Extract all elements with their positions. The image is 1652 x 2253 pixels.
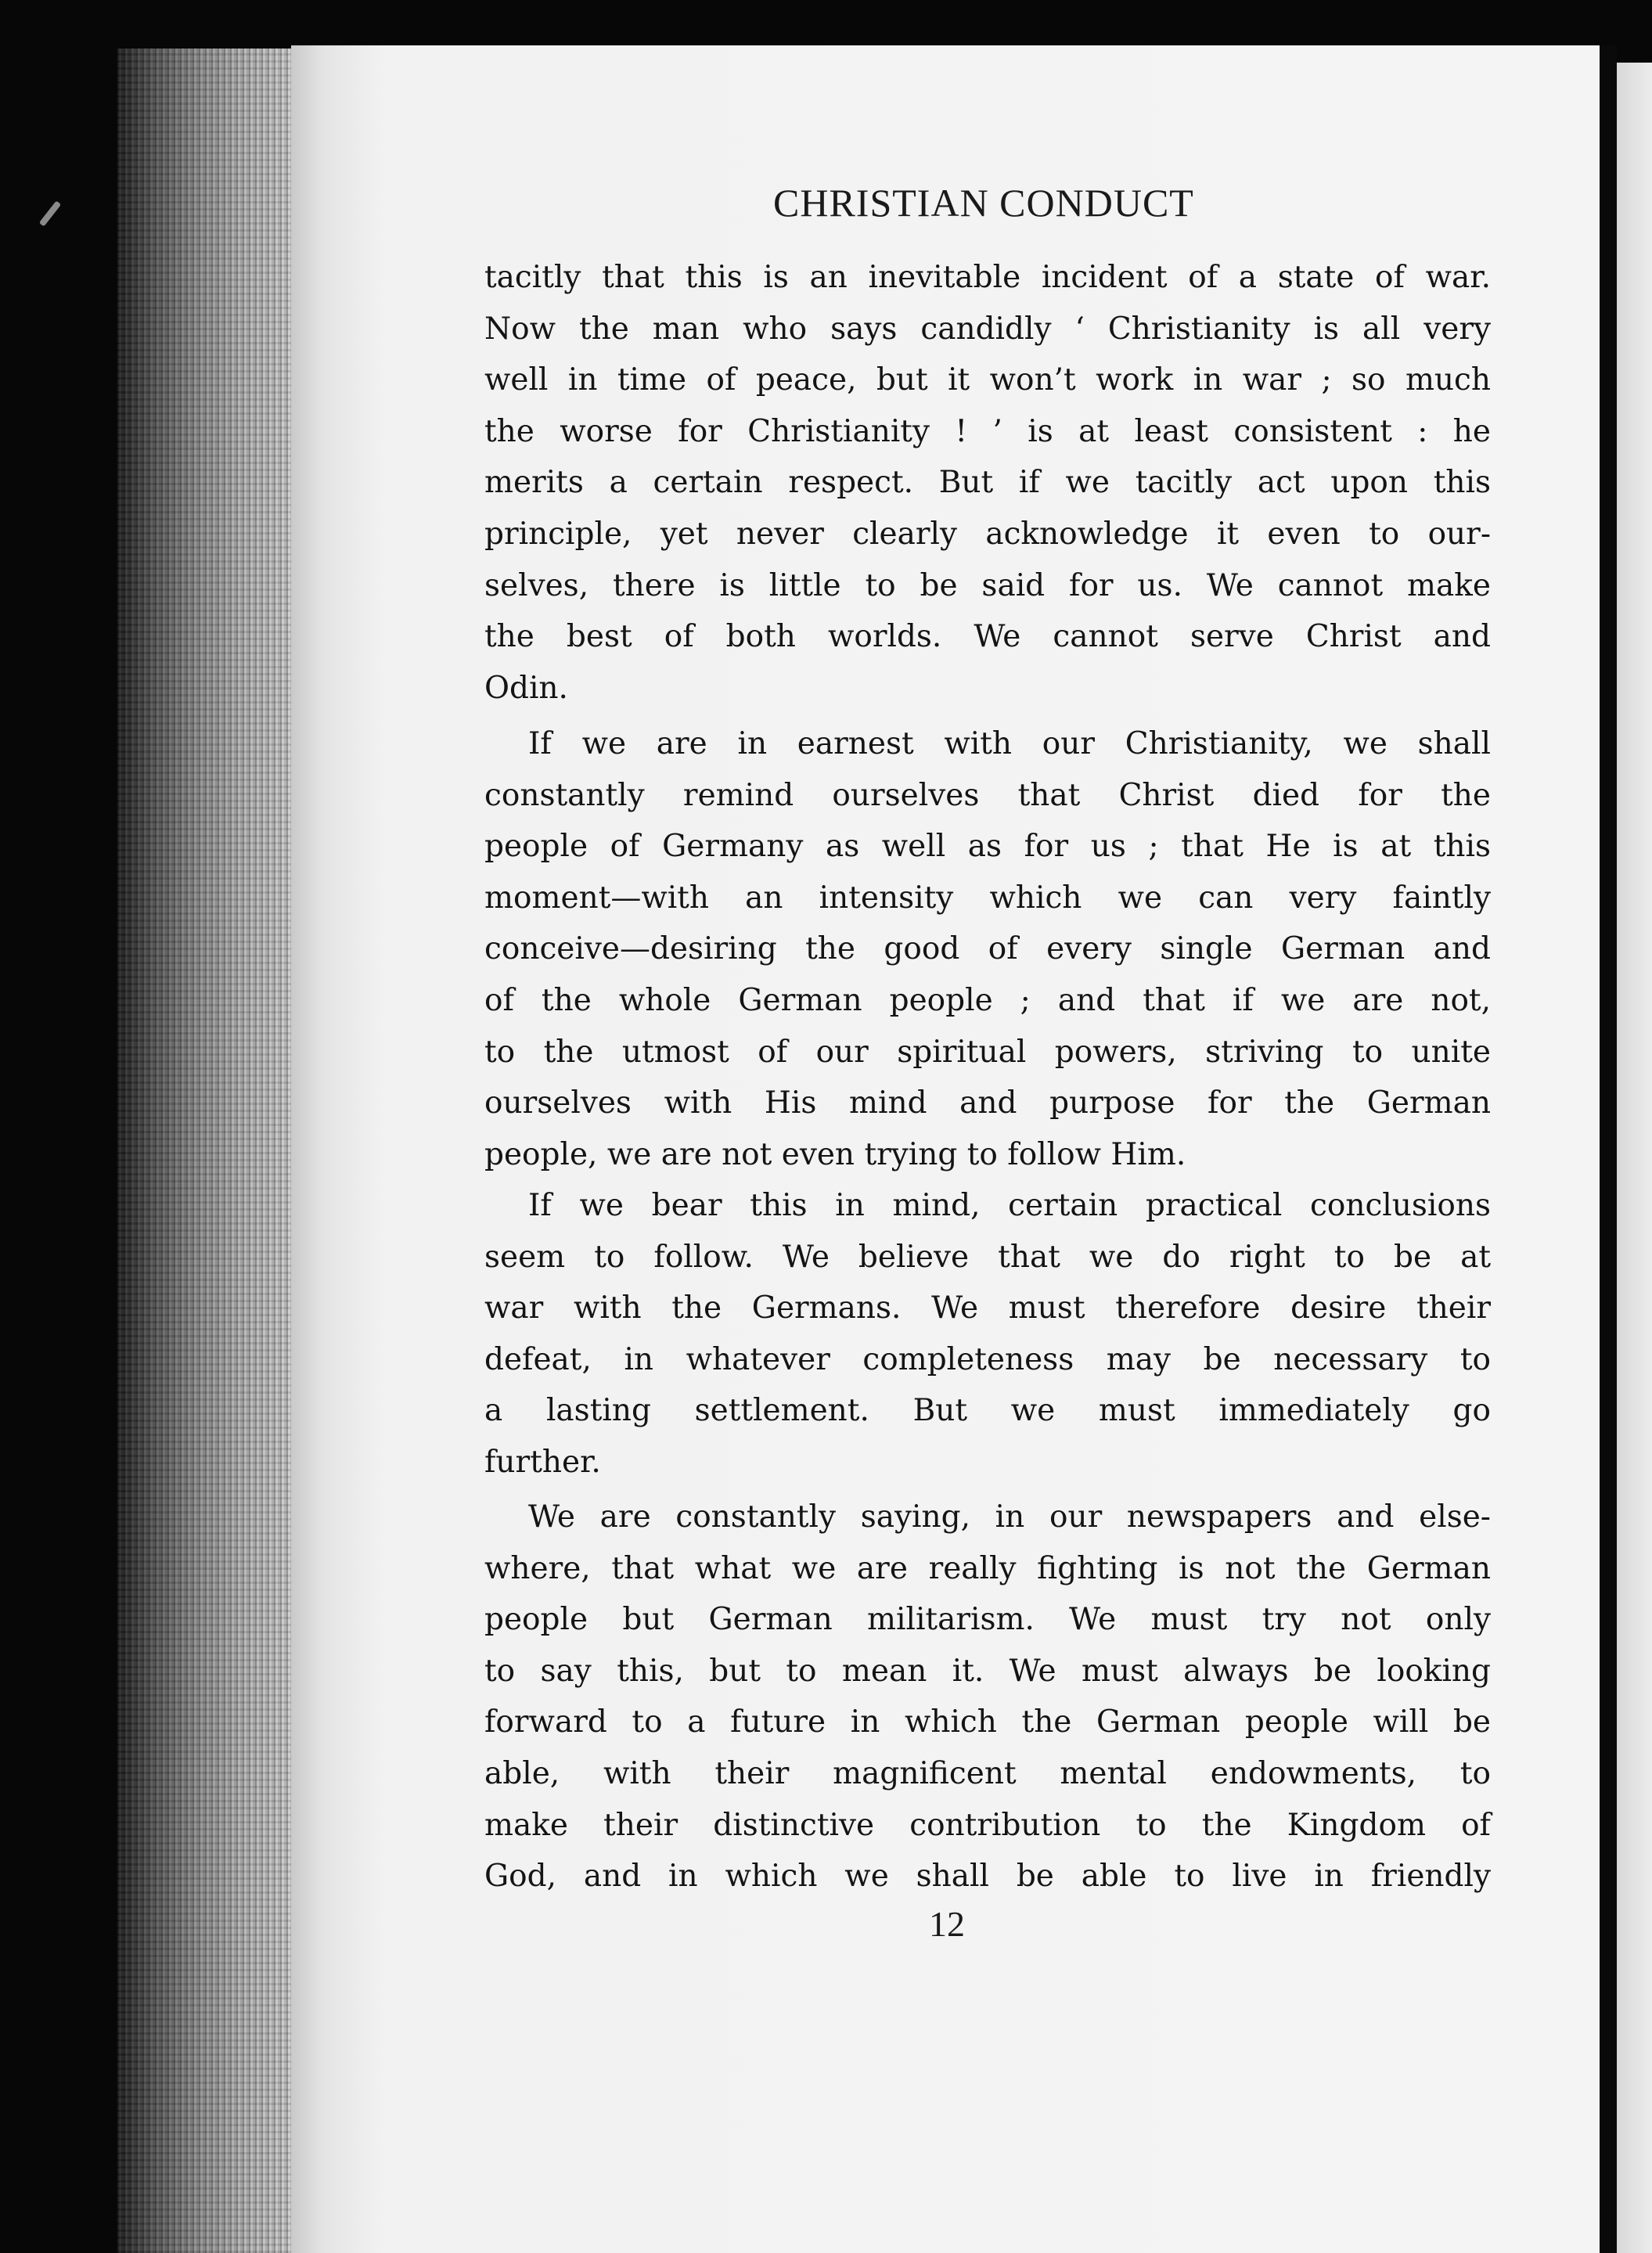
text-line: the best of both worlds. We cannot serve Christ and	[484, 619, 1491, 655]
text-line: well in time of peace, but it won’t work in war ; so much	[484, 362, 1491, 398]
text-line: selves, there is little to be said for us. We cannot make	[484, 567, 1491, 603]
text-line: If we bear this in mind, certain practical conclusions	[528, 1188, 1491, 1223]
facing-page-gap	[1600, 45, 1617, 2253]
text-line: Odin.	[484, 670, 568, 706]
text-line: defeat, in whatever completeness may be necessary to	[484, 1341, 1491, 1377]
text-line: people, we are not even trying to follow Him.	[484, 1136, 1186, 1172]
text-line: moment—with an intensity which we can very faintly	[484, 880, 1491, 916]
text-line: merits a certain respect. But if we tacitly act upon this	[484, 465, 1491, 501]
running-header: CHRISTIAN CONDUCT	[773, 181, 1194, 225]
text-line: able, with their magnificent mental endowments, to	[484, 1755, 1491, 1791]
scan-mark	[39, 200, 61, 226]
text-line: the worse for Christianity ! ’ is at least consistent : he	[484, 413, 1491, 449]
paragraph	[484, 1492, 1491, 1902]
page-number: 12	[929, 1904, 965, 1944]
text-line: to the utmost of our spiritual powers, striving to unite	[484, 1034, 1491, 1070]
text-line: further.	[484, 1444, 601, 1480]
text-line: principle, yet never clearly acknowledge it even to our-	[484, 516, 1491, 552]
text-line: God, and in which we shall be able to live in friendly	[484, 1859, 1491, 1895]
facing-page-edge	[1617, 63, 1652, 2253]
text-line: to say this, but to mean it. We must always be looking	[484, 1653, 1491, 1689]
text-line: If we are in earnest with our Christianity, we shall	[528, 726, 1491, 761]
text-line: people of Germany as well as for us ; that He is at this	[484, 829, 1491, 865]
text-line: people but German militarism. We must try not only	[484, 1602, 1491, 1638]
text-line: of the whole German people ; and that if we are not,	[484, 982, 1491, 1018]
text-line: a lasting settlement. But we must immediately go	[484, 1393, 1491, 1429]
paragraph	[484, 252, 1491, 714]
text-line: seem to follow. We believe that we do right to be at	[484, 1239, 1491, 1275]
text-line: ourselves with His mind and purpose for the German	[484, 1085, 1491, 1121]
paragraph	[484, 1180, 1491, 1488]
text-line: where, that what we are really fighting is not the German	[484, 1550, 1491, 1586]
text-line: conceive—desiring the good of every single German and	[484, 931, 1491, 967]
text-line: constantly remind ourselves that Christ died for the	[484, 777, 1491, 813]
text-line: war with the Germans. We must therefore desire their	[484, 1290, 1491, 1326]
text-line: We are constantly saying, in our newspapers and else-	[528, 1499, 1491, 1535]
text-line: forward to a future in which the German people will be	[484, 1704, 1491, 1740]
page-edges	[117, 49, 297, 2253]
text-line: make their distinctive contribution to the Kingdom of	[484, 1807, 1491, 1843]
text-line: tacitly that this is an inevitable incident of a state of war.	[484, 260, 1491, 295]
paragraph	[484, 718, 1491, 1180]
text-line: Now the man who says candidly ‘ Christianity is all very	[484, 311, 1491, 347]
